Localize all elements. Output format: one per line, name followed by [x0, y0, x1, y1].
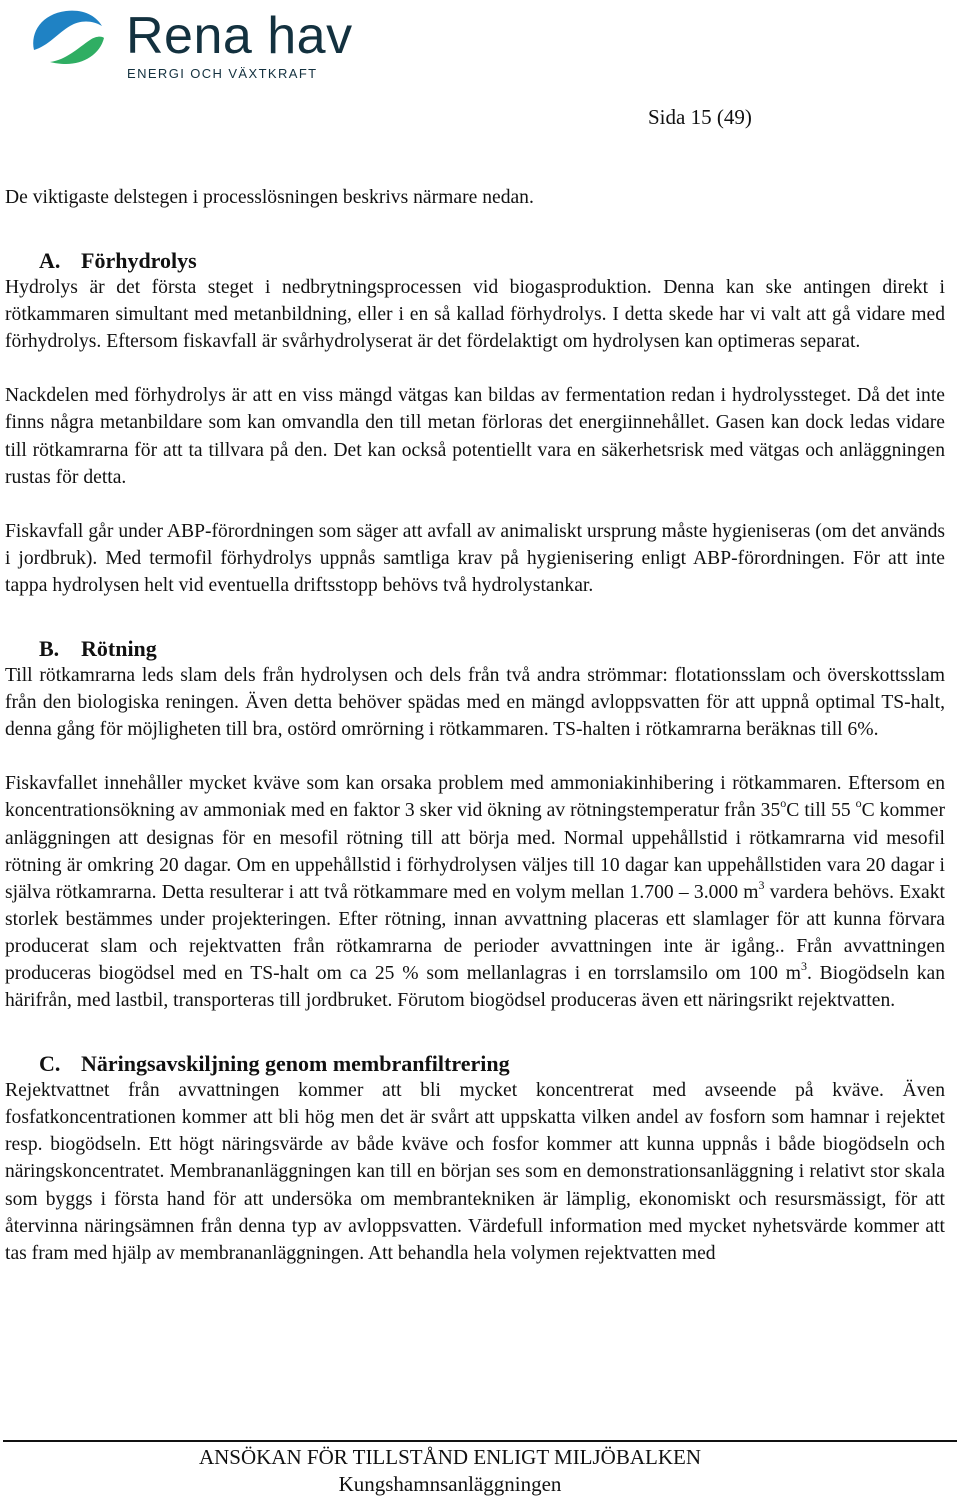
- section-letter: B.: [39, 636, 60, 662]
- text-run: . Biogödseln kan härifrån, med lastbil, transporteras till jordbruket. Förutom biogödsel produceras även ett näringsrikt rejektvatten.: [5, 962, 945, 1012]
- paragraph: Hydrolys är det första steget i nedbrytningsprocessen vid biogasproduktion. Denna kan ske antingen direkt i rötkammaren simultant med metanbildning, eller i en så kallad förhydrolys. I detta skede har vi valt att gå vidare med förhydrolys. Eftersom fiskavfall är svårhydrolyserat är det fördelaktigt om hydrolysen kan optimeras separat.: [5, 277, 945, 353]
- page-number: Sida 15 (49): [648, 105, 752, 129]
- footer: [0, 1444, 900, 1498]
- rena-hav-logo: [28, 6, 398, 84]
- superscript: 3: [758, 877, 765, 892]
- text-run: vardera behövs. Exakt storlek bestämmes under projekteringen. Efter rötning, innan avvattning placeras ett slamlager för att kunna förvara producerat slam och rejektvatten från rötkamrarna de perioder avvattningen inte är igång.. Från avvattningen produceras biogödsel med en TS-halt om ca 25 % som mellanlagras i en torrslamsilo om 100 m: [5, 881, 945, 984]
- text-run: C kommer anläggningen att designas för en mesofil rötning till att börja med. Normal uppehållstid i rötkamrarna vid mesofil rötning är omkring 20 dagar. Om en uppehållstid i förhydrolysen väljes till 10 dagar kan uppehållstiden vara 20 dagar i själva rötkamrarna. Detta resulterar i att två rötkammare med en volym mellan 1.700 – 3.000 m: [5, 800, 945, 903]
- paragraph: [5, 770, 945, 1014]
- section-letter: A.: [39, 248, 61, 274]
- intro-paragraph: De viktigaste delstegen i processlösningen beskrivs närmare nedan.: [5, 187, 534, 208]
- section-heading-b: [5, 635, 945, 662]
- paragraph: Nackdelen med förhydrolys är att en viss mängd vätgas kan bildas av fermentation redan i hydrolyssteget. Då det inte finns några metanbildare som kan omvandla den till metan förloras det energiinnehållet. Gasen kan dock ledas vidare till rötkamrarna för att ta tillvara på den. Det kan också potentiellt vara en säkerhetsrisk med vätgas och anläggningen rustas för detta.: [5, 385, 945, 488]
- text-run: Fiskavfallet innehåller mycket kväve som kan orsaka problem med ammoniakinhibering i rötkammaren. Eftersom en koncentrationsökning av ammoniak med en faktor 3 sker vid ökning av rötningstemperatur från 35: [5, 773, 945, 822]
- logo-title: Rena hav: [126, 7, 353, 65]
- superscript: 3: [800, 958, 807, 973]
- footer-divider: [3, 1440, 957, 1442]
- paragraph: Rejektvattnet från avvattningen kommer att bli mycket koncentrerat med avseende på kväve. Även fosfatkoncentrationen kommer att bli hög men det är svårt att uppskatta vilken andel av fosforn som hamnar i rejektet resp. biogödseln. Ett högt näringsvärde av både kväve och fosfor kommer att kunna uppnås i både biogödseln och näringskoncentratet. Membrananläggningen kan till en början ses som en demonstrationsanläggning i relativt stor skala som byggs i första hand för att undersöka om membrantekniken är lämplig, ekonomiskt och resursmässigt, för att återvinna näringsämnen från denna typ av avloppsvatten. Värdefull information med mycket nyhetsvärde kommer att tas fram med hjälp av membrananläggningen. Att behandla hela volymen rejektvatten med: [5, 1080, 945, 1264]
- section-title: Förhydrolys: [81, 248, 197, 274]
- logo-tagline: ENERGI OCH VÄXTKRAFT: [127, 66, 318, 81]
- superscript: o: [855, 796, 862, 811]
- section-letter: C.: [39, 1051, 61, 1077]
- document-body: [5, 184, 945, 1267]
- paragraph: Till rötkamrarna leds slam dels från hydrolysen och dels från två andra strömmar: flotationsslam och överskottsslam från den biologiska reningen. Även detta behöver spädas med en mängd avloppsvatten för att uppnå optimal TS-halt, denna gång för möjligheten till bra, ostörd omrörning i rötkammaren. TS-halten i rötkamrarna beräknas till 6%.: [5, 665, 945, 741]
- text-run: C till 55: [786, 800, 856, 822]
- footer-subtitle: Kungshamnsanläggningen: [338, 1472, 562, 1496]
- section-heading-a: [5, 247, 945, 274]
- superscript: o: [780, 796, 787, 811]
- paragraph: Fiskavfall går under ABP-förordningen som säger att avfall av animaliskt ursprung måste hygieniseras (om det används i jordbruk). Med termofil förhydrolys uppnås samtliga krav på hygienisering enligt ABP-förordningen. För att inte tappa hydrolysen helt vid eventuella driftsstopp behövs två hydrolystankar.: [5, 520, 945, 596]
- section-title: Näringsavskiljning genom membranfiltrering: [81, 1051, 510, 1077]
- section-title: Rötning: [81, 636, 157, 662]
- wave-logo-icon: [28, 6, 106, 66]
- footer-title: ANSÖKAN FÖR TILLSTÅND ENLIGT MILJÖBALKEN: [198, 1445, 702, 1469]
- section-heading-c: [5, 1050, 945, 1077]
